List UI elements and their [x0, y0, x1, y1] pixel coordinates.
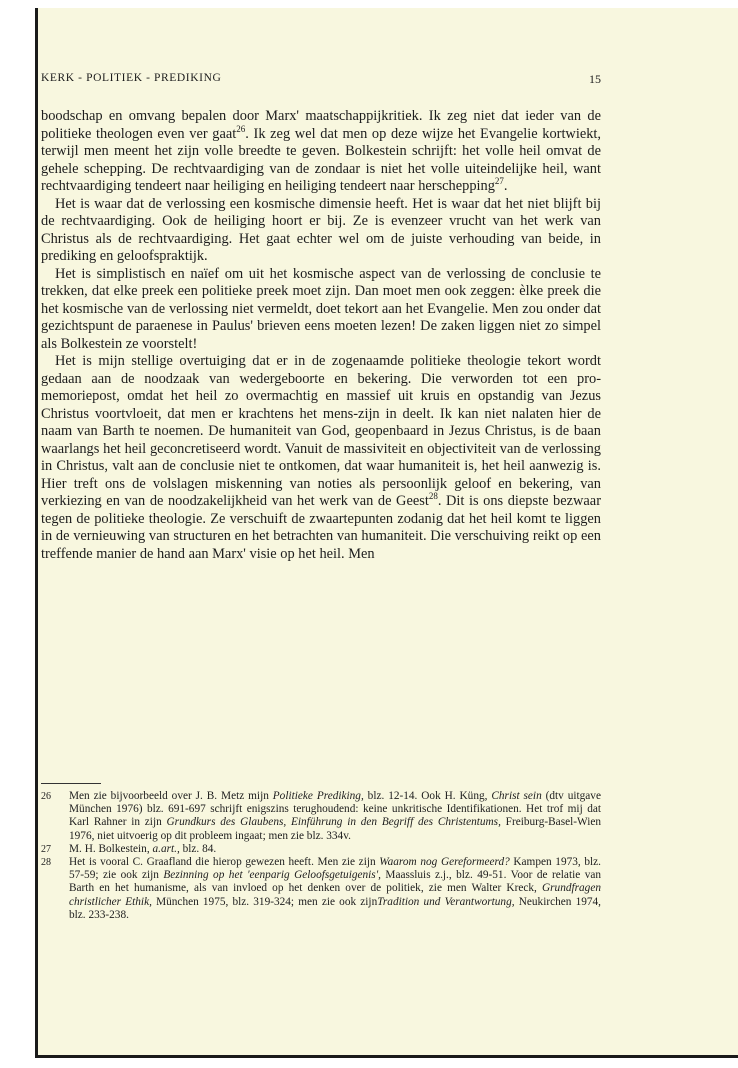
footnote-26: [41, 790, 601, 843]
body-text: [41, 108, 601, 563]
footnote-italic: Christ sein: [491, 790, 542, 802]
footnote-text: Maassluis z.j., blz. 49-51. Voor de relatie van Barth en het humanisme, als van invloed op het denken over de politiek, zie men Walter Kreck,: [69, 869, 602, 895]
paragraph-4-text-a: Het is mijn stellige overtuiging dat er in de zogenaamde politieke theologie tekort wordt gedaan aan de noodzaak van wedergeboorte en bekering. Die verworden tot een pro-memoriepost, omdat het heil zo overmachtig en massief uit kruis en opstandig van Jezus Christus voortvloeit, dat men er krachtens het mens-zijn in deelt. Ik kan niet nalaten hier de naam van Barth te noemen. De humaniteit van God, geopenbaard in Jezus Christus, is de baan waarlangs het heil geconcretiseerd wordt. Vanuit de massiviteit en objectiviteit van de verlossing in Christus, valt aan de conclusie niet te ontkomen, dat waar humaniteit is, het heil aanwezig is. Hier treft ons de volslagen miskenning van noties als persoonlijk geloof en bekering, van verkiezing en van de noodzakelijkheid van het werk van de Geest: [41, 353, 601, 509]
footnote-text: Neukirchen 1974, blz. 233-238.: [69, 895, 601, 921]
footnote-divider: [41, 783, 101, 784]
paragraph-4-text-b: . Dit is ons diepste bezwaar tegen de politieke theologie. Ze verschuift de zwaartepunten zodanig dat het heil komt te liggen in de vernieuwing van structuren en het betrachten van humaniteit. Die verschuiving reikt op een treffende manier de hand aan Marx' visie op het heil. Men: [41, 493, 601, 562]
running-head: KERK - POLITIEK - PREDIKING: [41, 72, 222, 84]
footnote-italic: Grundkurs des Glaubens, Einführung in den Begriff des Christentums,: [166, 816, 501, 829]
footnotes: [41, 790, 601, 922]
footnote-ref-28: 28: [428, 491, 438, 502]
footnote-text: blz. 12-14. Ook H. Küng,: [363, 790, 492, 802]
footnote-text: blz. 84.: [179, 842, 217, 855]
footnote-text: Kampen 1973, blz. 57-59; zie ook zijn: [69, 856, 601, 882]
footnote-ref-27: 27: [494, 176, 504, 187]
footnote-italic: Tradition und Verantwortung,: [377, 895, 515, 908]
paragraph-1-text-b: . Ik zeg wel dat men op deze wijze het Evangelie kortwiekt, terwijl men meent het zijn volle breedte te geven. Bolkestein schrijft: het volle heil omvat de gehele schepping. De rechtvaardiging van de zondaar is niet het volle uiteindelijke heil, want rechtvaardiging tendeert naar heiliging en heiliging tendeert naar herschepping: [41, 125, 602, 194]
footnote-italic: Waarom nog Gereformeerd?: [379, 856, 510, 869]
footnote-italic: Politieke Prediking,: [272, 790, 364, 802]
footnote-ref-26: 26: [236, 123, 246, 134]
footnote-text: Freiburg-Basel-Wien 1976, niet uitvoerig op dit probleem ingaat; men zie blz. 334v.: [69, 816, 602, 842]
footnote-text: Het is vooral C. Graafland die hierop gewezen heeft. Men zie zijn: [69, 856, 380, 869]
paragraph-1-text-a: boodschap en omvang bepalen door Marx' maatschappijkritiek. Ik zeg niet dat ieder van de politieke theologen even ver gaat: [41, 108, 601, 142]
paragraph-1: [41, 108, 601, 196]
footnote-italic: a.art.,: [152, 842, 180, 855]
footnote-28: [41, 856, 601, 922]
paragraph-4: [41, 353, 601, 563]
footnote-number: 26: [41, 791, 51, 802]
footnote-text: München 1975, blz. 319-324; men zie ook zijn: [151, 895, 378, 908]
footnote-text: M. H. Bolkestein,: [69, 842, 153, 855]
paragraph-1-text-c: .: [503, 178, 508, 194]
paragraph-3: Het is simplistisch en naïef om uit het kosmische aspect van de verlossing de conclusie te trekken, dat elke preek een politieke preek moet zijn. Dan moet men ook zeggen: èlke preek die het kosmische van de verlossing niet vermeldt, doet tekort aan het Evangelie. Men zou onder dat gezichtspunt de paraenese in Paulus' brieven eens moeten lezen! De zaken liggen niet zo simpel als Bolkestein ze voorstelt!: [41, 265, 601, 352]
footnote-text: Men zie bijvoorbeeld over J. B. Metz mijn: [69, 790, 273, 802]
page-number: 15: [589, 72, 601, 86]
footnote-text: (dtv uitgave München 1976) blz. 691-697 schrijft enigszins terughoudend: keine unkritische Identifikationen. Het trof mij dat Karl Rahner in zijn: [69, 790, 601, 829]
footnote-number: 27: [41, 843, 51, 855]
footnote-italic: Grundfragen christlicher Ethik,: [69, 882, 601, 908]
footnote-27: [41, 843, 601, 856]
footnote-italic: Bezinning op het 'eenparig Geloofsgetuigenis',: [163, 869, 381, 882]
page-header: [41, 72, 601, 90]
footnote-number: 28: [41, 857, 51, 869]
paragraph-2: Het is waar dat de verlossing een kosmische dimensie heeft. Het is waar dat het niet blijft bij de rechtvaardiging. Ook de heiliging hoort er bij. Ze is evenzeer vrucht van het werk van Christus als de rechtvaardiging. Het gaat echter wel om de juiste verhouding van beide, in prediking en geloofspraktijk.: [41, 195, 601, 264]
